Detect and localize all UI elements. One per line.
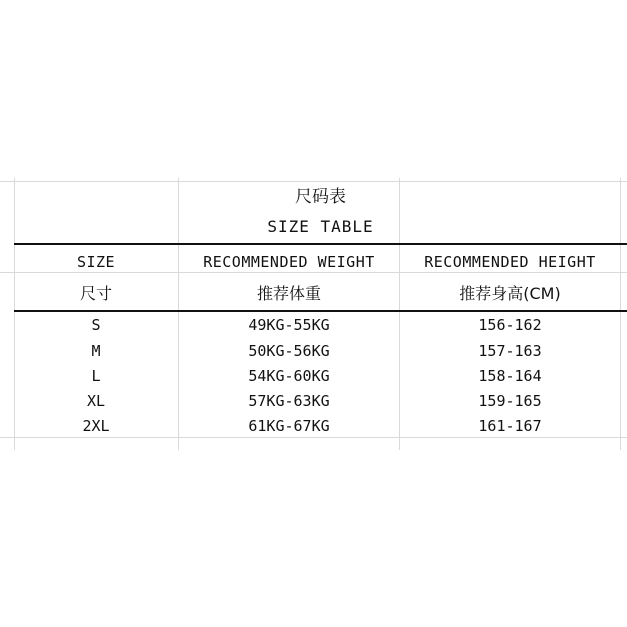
height-cell: 158-164 [478,367,542,385]
size-cell: M [91,342,101,360]
grid-line [0,272,627,273]
header-weight-cn: 推荐体重 [256,284,321,303]
header-size-cn: 尺寸 [79,284,112,303]
header-height-cn: 推荐身高(CM) [459,284,561,303]
grid-line [0,181,627,182]
weight-cell: 50KG-56KG [248,342,330,360]
size-cell: L [91,367,101,385]
size-cell: XL [86,392,106,410]
header-bottom-rule [14,310,627,312]
title-chinese: 尺码表 [295,187,346,207]
weight-cell: 61KG-67KG [248,417,330,435]
height-cell: 156-162 [478,316,542,334]
title-english: SIZE TABLE [267,217,374,236]
weight-cell: 54KG-60KG [248,367,330,385]
size-cell: 2XL [82,417,110,435]
header-size-en: SIZE [76,253,116,271]
header-height-en: RECOMMENDED HEIGHT [424,253,596,271]
header-weight-en: RECOMMENDED WEIGHT [203,253,375,271]
table-title [14,186,627,238]
weight-cell: 57KG-63KG [248,392,330,410]
height-cell: 161-167 [478,417,542,435]
height-cell: 159-165 [478,392,542,410]
weight-cell: 49KG-55KG [248,316,330,334]
header-top-rule [14,243,627,245]
grid-line [0,437,627,438]
height-cell: 157-163 [478,342,542,360]
size-cell: S [91,316,101,334]
